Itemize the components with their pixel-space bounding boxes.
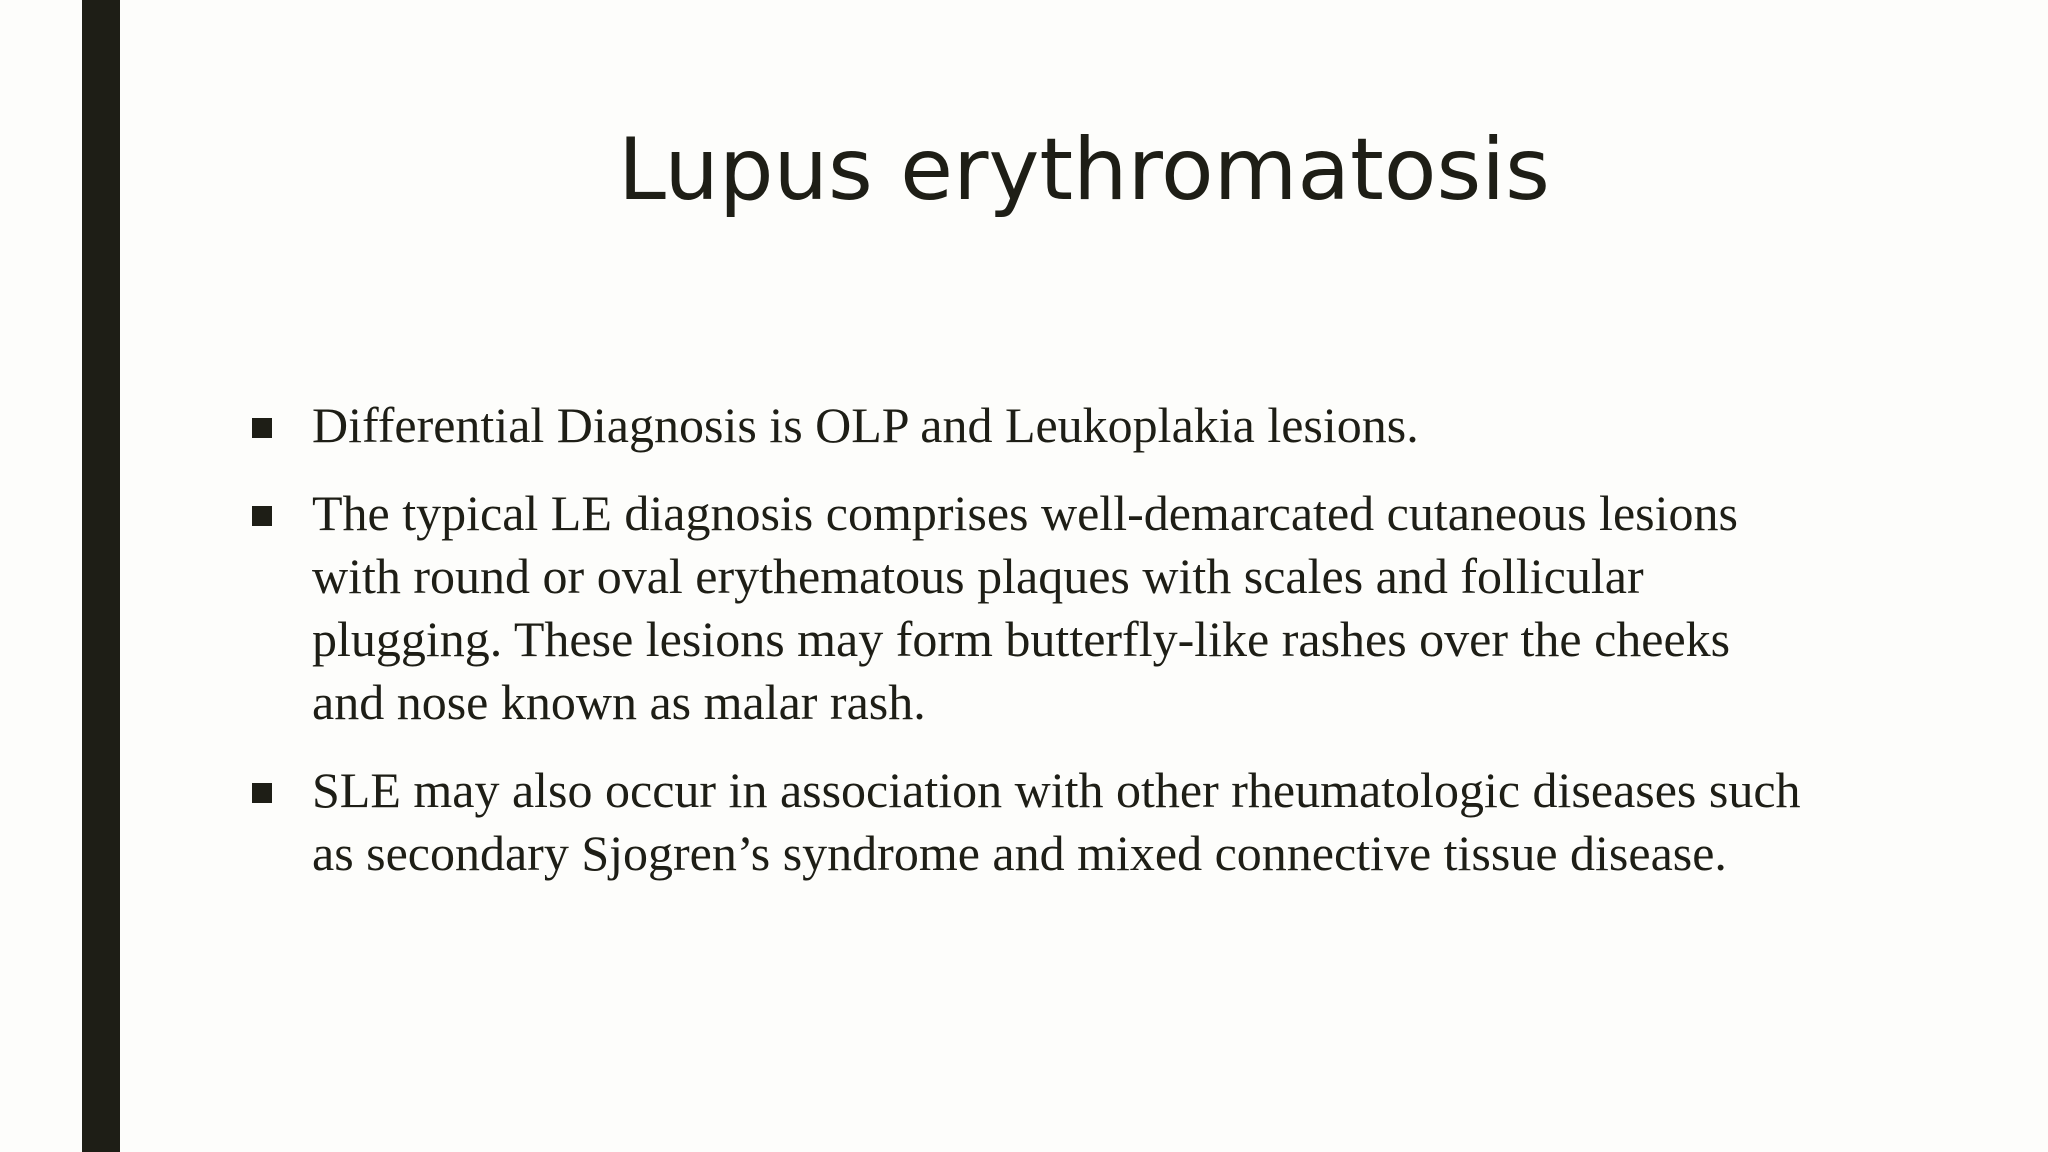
bullet-list bbox=[248, 394, 1808, 910]
bullet-item bbox=[248, 482, 1808, 734]
bullet-text: SLE may also occur in association with other rheumatologic diseases such as secondary Sjogren’s syndrome and mixed connective tissue disease. bbox=[312, 762, 1801, 881]
square-bullet-icon bbox=[252, 783, 272, 803]
bullet-item bbox=[248, 394, 1808, 457]
bullet-item bbox=[248, 759, 1808, 885]
slide-title: Lupus erythromatosis bbox=[618, 120, 1550, 220]
accent-bar bbox=[82, 0, 120, 1152]
square-bullet-icon bbox=[252, 506, 272, 526]
bullet-text: The typical LE diagnosis comprises well-demarcated cutaneous lesions with round or oval erythematous plaques with scales and follicular plugging. These lesions may form butterfly-like rashes over the cheeks and nose known as malar rash. bbox=[312, 485, 1738, 730]
bullet-text: Differential Diagnosis is OLP and Leukoplakia lesions. bbox=[312, 397, 1419, 453]
square-bullet-icon bbox=[252, 418, 272, 438]
